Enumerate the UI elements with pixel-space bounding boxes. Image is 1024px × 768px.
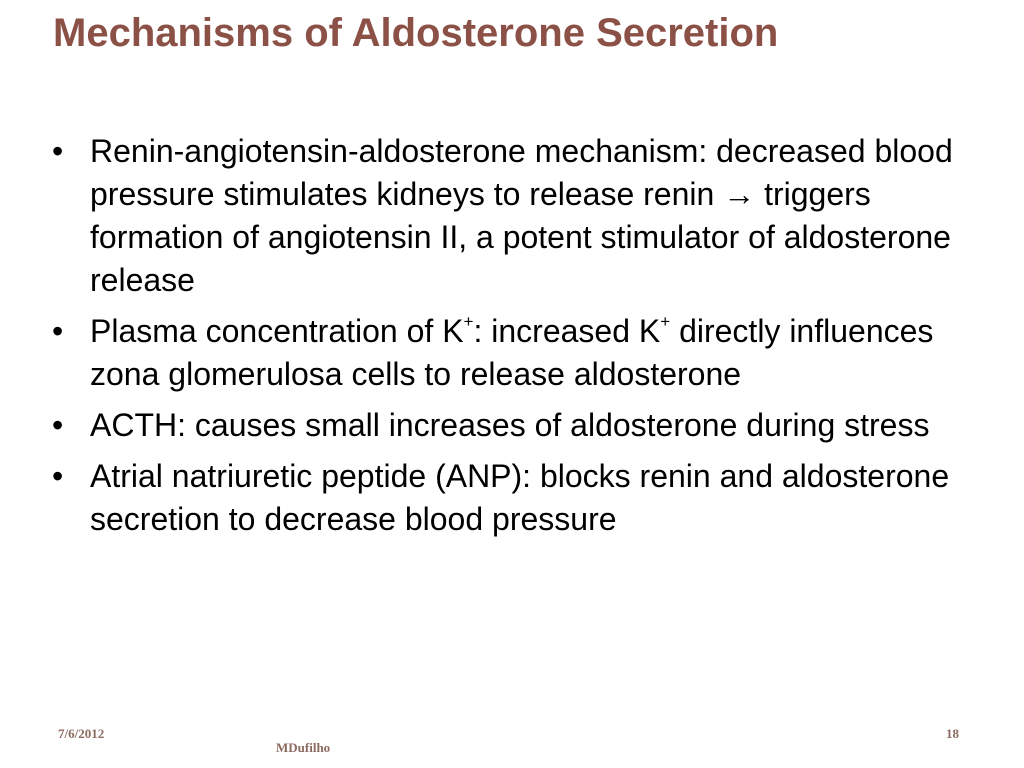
right-arrow-icon: → bbox=[723, 176, 756, 212]
bullet-item-potassium bbox=[52, 310, 972, 396]
bullet-marker: • bbox=[52, 458, 64, 494]
bullet-text-part: ACTH: causes small increases of aldosterone during stress bbox=[90, 407, 930, 443]
bullet-text-part: Plasma concentration of K bbox=[90, 313, 464, 349]
bullet-text bbox=[90, 310, 972, 396]
bullet-text-part: Renin-angiotensin-aldosterone mechanism: decreased blood pressure stimulates kidneys to release renin bbox=[90, 133, 953, 212]
bullet-list bbox=[52, 130, 972, 549]
bullet-text bbox=[90, 404, 972, 447]
footer-date: 7/6/2012 bbox=[58, 726, 105, 741]
bullet-item-anp bbox=[52, 455, 972, 541]
bullet-marker: • bbox=[52, 313, 64, 349]
footer-page-number: 18 bbox=[946, 726, 959, 741]
superscript-plus: + bbox=[660, 312, 671, 331]
slide-title: Mechanisms of Aldosterone Secretion bbox=[53, 11, 779, 55]
bullet-marker: • bbox=[52, 407, 64, 443]
bullet-marker: • bbox=[52, 133, 64, 169]
bullet-text-part: directly influences zona glomerulosa cells to release aldosterone bbox=[90, 313, 934, 392]
bullet-text-part: Atrial natriuretic peptide (ANP): blocks renin and aldosterone secretion to decrease blood pressure bbox=[90, 458, 950, 537]
bullet-item-renin-angiotensin bbox=[52, 130, 972, 302]
footer-author: MDufilho bbox=[276, 740, 331, 755]
bullet-text-part: triggers formation of angiotensin II, a potent stimulator of aldosterone release bbox=[90, 176, 951, 298]
bullet-item-acth bbox=[52, 404, 972, 447]
superscript-plus: + bbox=[463, 312, 474, 331]
bullet-text bbox=[90, 130, 972, 302]
bullet-text-part: : increased K bbox=[473, 313, 661, 349]
bullet-text bbox=[90, 455, 972, 541]
